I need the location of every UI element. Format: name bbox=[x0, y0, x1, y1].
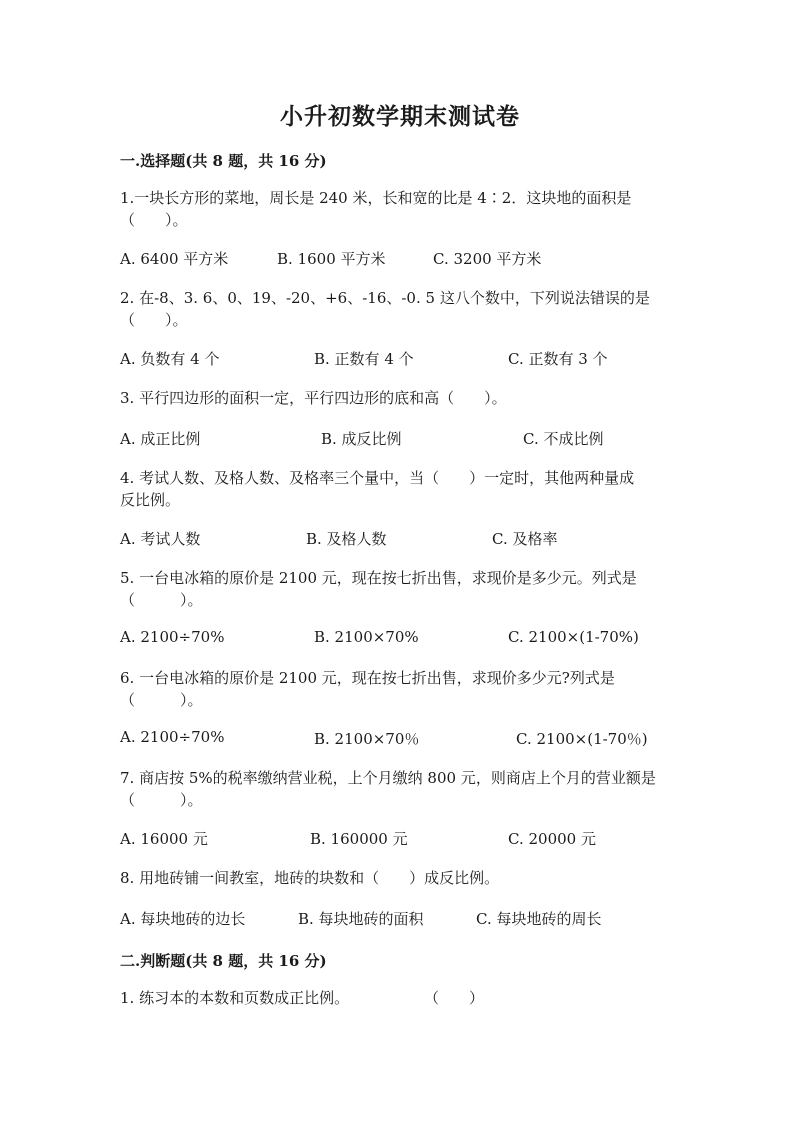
option-a: A. 考试人数 bbox=[120, 530, 201, 548]
question-1 bbox=[120, 187, 680, 231]
question-text-line: （ ）。 bbox=[120, 211, 188, 229]
question-4 bbox=[120, 467, 680, 511]
option-a: A. 每块地砖的边长 bbox=[120, 910, 246, 928]
option-a: A. 负数有 4 个 bbox=[120, 350, 220, 368]
section-heading-judge: 二.判断题(共 8 题，共 16 分) bbox=[120, 952, 327, 970]
option-c: C. 不成比例 bbox=[523, 430, 604, 448]
question-text-line: 7. 商店按 5%的税率缴纳营业税，上个月缴纳 800 元，则商店上个月的营业额是 bbox=[120, 769, 656, 787]
option-b: B. 正数有 4 个 bbox=[314, 350, 414, 368]
option-c: C. 2100×(1-70％) bbox=[516, 730, 648, 748]
option-b: B. 每块地砖的面积 bbox=[298, 910, 424, 928]
question-2 bbox=[120, 287, 680, 331]
question-text-line: 8. 用地砖铺一间教室，地砖的块数和（ ）成反比例。 bbox=[120, 869, 500, 887]
question-7 bbox=[120, 767, 680, 811]
option-b: B. 160000 元 bbox=[310, 830, 408, 848]
option-a: A. 成正比例 bbox=[120, 430, 201, 448]
option-a: A. 2100÷70% bbox=[120, 628, 225, 646]
question-text-line: 4. 考试人数、及格人数、及格率三个量中，当（ ）一定时，其他两种量成 bbox=[120, 469, 635, 487]
question-text-line: 反比例。 bbox=[120, 491, 181, 509]
question-text-line: （ ）。 bbox=[120, 691, 203, 709]
question-5 bbox=[120, 567, 680, 611]
option-c: C. 正数有 3 个 bbox=[508, 350, 608, 368]
option-c: C. 3200 平方米 bbox=[433, 250, 542, 268]
question-text-line: 2. 在-8、3. 6、0、19、-20、+6、-16、-0. 5 这八个数中，下列说法错误的是 bbox=[120, 289, 650, 307]
question-text-line: 3. 平行四边形的面积一定，平行四边形的底和高（ ）。 bbox=[120, 389, 507, 407]
option-a: A. 2100÷70% bbox=[120, 728, 225, 746]
question-text: 1. 练习本的本数和页数成正比例。 bbox=[120, 989, 350, 1007]
question-6 bbox=[120, 667, 680, 711]
question-8 bbox=[120, 867, 680, 889]
question-text-line: （ ）。 bbox=[120, 591, 203, 609]
option-c: C. 20000 元 bbox=[508, 830, 596, 848]
question-text-line: （ ）。 bbox=[120, 791, 203, 809]
question-3 bbox=[120, 387, 680, 409]
question-text-line: （ ）。 bbox=[120, 311, 188, 329]
option-b: B. 成反比例 bbox=[321, 430, 402, 448]
section-heading-choice: 一.选择题(共 8 题，共 16 分) bbox=[120, 152, 327, 170]
option-a: A. 16000 元 bbox=[120, 830, 208, 848]
option-b: B. 2100×70％ bbox=[314, 730, 420, 748]
page-title: 小升初数学期末测试卷 bbox=[280, 103, 520, 130]
question-text-line: 5. 一台电冰箱的原价是 2100 元，现在按七折出售，求现价是多少元。列式是 bbox=[120, 569, 637, 587]
option-a: A. 6400 平方米 bbox=[120, 250, 229, 268]
question-text-line: 6. 一台电冰箱的原价是 2100 元，现在按七折出售，求现价多少元?列式是 bbox=[120, 669, 615, 687]
option-b: B. 及格人数 bbox=[306, 530, 387, 548]
answer-blank: （ ） bbox=[424, 989, 485, 1007]
option-c: C. 2100×(1-70%) bbox=[508, 628, 639, 646]
option-b: B. 1600 平方米 bbox=[277, 250, 386, 268]
judge-question-1 bbox=[120, 987, 680, 1009]
option-b: B. 2100×70% bbox=[314, 628, 419, 646]
option-c: C. 每块地砖的周长 bbox=[476, 910, 602, 928]
option-c: C. 及格率 bbox=[492, 530, 558, 548]
question-text-line: 1.一块长方形的菜地，周长是 240 米，长和宽的比是 4∶2．这块地的面积是 bbox=[120, 189, 632, 207]
